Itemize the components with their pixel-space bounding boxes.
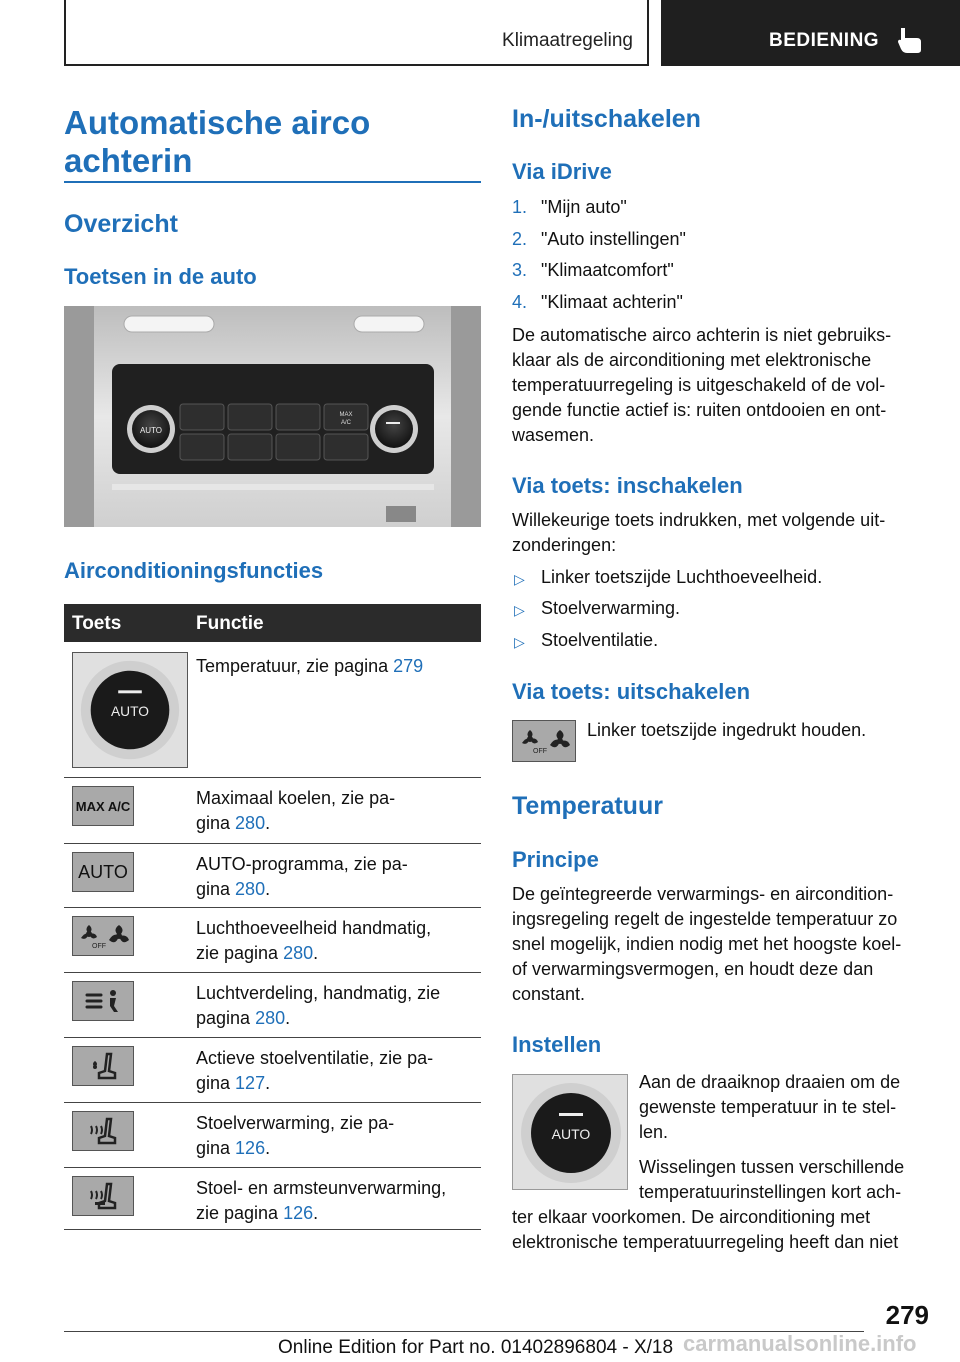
step-number: 2. [512,229,528,249]
auto-button-icon: AUTO [72,852,134,892]
step-number: 1. [512,197,528,217]
step-text: "Klimaatcomfort" [541,260,674,280]
on-text: Willekeurige toets indrukken, met volgende uit- zonderingen: [512,510,886,555]
step-number: 3. [512,260,528,280]
exception-item: Stoelventilatie. [541,630,659,650]
idrive-note: De automatische airco achterin is niet gebruiks- klaar als de airconditioning met elektronische temperatuurregeling is uitgeschakeld of de vol- gende functie actief is: ruiten ontdooien en ont- wasemen. [512,325,892,445]
fan-off-icon [72,916,134,956]
overview-heading: Overzicht [64,210,178,238]
row-text: Temperatuur, zie pagina [196,656,389,676]
seat-ventilation-icon [72,1046,134,1086]
exception-item: Stoelverwarming. [541,598,681,618]
step-text: "Mijn auto" [541,197,627,217]
step-text: "Auto instellingen" [541,229,686,249]
bullet-triangle-icon: ▷ [514,571,525,587]
seat-heating-icon [72,1111,134,1151]
row-text: Actieve stoelventilatie, zie pa- gina [196,1048,434,1093]
seat-armrest-heating-icon [72,1176,134,1216]
off-heading: Via toets: uitschakelen [512,679,751,704]
row-text: Luchtverdeling, handmatig, zie pagina [196,983,441,1028]
row-text: AUTO-programma, zie pa- gina [196,854,408,899]
page-link[interactable]: 279 [393,656,424,676]
step-text: "Klimaat achterin" [541,292,683,312]
settings-text-2: Wisselingen tussen verschillende temperatuurinstellingen kort ach- [639,1157,905,1202]
chapter-title: BEDIENING [769,30,880,51]
fan-off-label: OFF [92,943,106,950]
row-text: Maximaal koelen, zie pa- gina [196,788,396,833]
page-link[interactable]: 126 [235,1138,266,1158]
temperature-knob-icon [512,1074,628,1190]
console-ac-label: A/C [340,420,352,426]
settings-text-3: ter elkaar voorkomen. De airconditioning met elektronische temperatuurregeling heeft dan niet [512,1207,899,1252]
air-distribution-icon [72,981,134,1021]
page-link[interactable]: 126 [283,1203,314,1223]
knob-auto-label: AUTO [111,703,149,719]
title-divider [64,181,481,183]
page-number: 279 [885,1300,929,1330]
principle-text: De geïntegreerde verwarmings- en aircondition- ingsregeling regelt de ingestelde temperatuur zo snel mogelijk, indien nodig met het hoogste koel- of verwarmingsvermogen, en houdt deze dan constant. [512,884,902,1004]
fan-off-button-icon [512,720,576,762]
pointing-hand-icon [897,26,923,54]
auto-knob-icon [72,652,188,768]
table-row: Stoelverwarming, zie pa- gina 126. [64,1103,481,1168]
table-row: Actieve stoelventilatie, zie pa- gina 127. [64,1038,481,1103]
bullet-triangle-icon: ▷ [514,634,525,650]
col-function-header: Functie [196,613,264,634]
on-heading: Via toets: inschakelen [512,473,743,498]
off-text: Linker toetszijde ingedrukt houden. [587,720,867,740]
principle-heading: Principe [512,847,599,872]
page-link[interactable]: 127 [235,1073,266,1093]
console-photo [64,306,481,527]
page-link[interactable]: 280 [235,879,266,899]
header-chapter-box [661,0,960,66]
buttons-heading: Toetsen in de auto [64,264,257,289]
idrive-heading: Via iDrive [512,159,612,184]
header-section-box [64,0,649,66]
page-link[interactable]: 280 [283,943,314,963]
watermark: carmanualsonline.info [683,1331,917,1356]
table-row: AUTO AUTO-programma, zie pa- gina 280. [64,844,481,908]
row-text: Luchthoeveelheid handmatig, zie pagina [196,918,432,963]
page-title: Automatische airco achterin [64,104,371,179]
row-text: Stoelverwarming, zie pa- gina [196,1113,395,1158]
table-row: OFF Luchthoeveelheid handmatig, zie pagina 280. [64,908,481,973]
bullet-triangle-icon: ▷ [514,602,525,618]
col-key-header: Toets [72,613,122,634]
table-header [64,604,481,642]
page-link[interactable]: 280 [235,813,266,833]
page-link[interactable]: 280 [255,1008,286,1028]
exception-item: Linker toetszijde Luchthoeveelheid. [541,567,823,587]
onoff-heading: In-/uitschakelen [512,105,701,133]
console-auto-label: AUTO [139,426,163,435]
table-row: Luchtverdeling, handmatig, zie pagina 280. [64,973,481,1038]
functions-heading: Airconditioningsfuncties [64,558,324,583]
edition-text: Online Edition for Part no. 01402896804 - X/18 [278,1337,674,1358]
row-text: Stoel- en armsteunverwarming, zie pagina [196,1178,447,1223]
functions-table [64,604,481,1230]
table-row: Stoel- en armsteunverwarming, zie pagina 126. [64,1168,481,1230]
section-title: Klimaatregeling [502,30,633,51]
step-number: 4. [512,292,528,312]
fan-off-button-label: OFF [533,748,547,755]
table-row [64,642,481,778]
temperature-knob-label: AUTO [551,1126,591,1142]
settings-text-1: Aan de draaiknop draaien om de gewenste temperatuur in te stel- len. [639,1072,901,1142]
max-ac-button-icon: MAX A/C [72,786,134,826]
temperature-heading: Temperatuur [512,792,663,820]
console-max-label: MAX [339,412,353,418]
table-row: MAX A/C Maximaal koelen, zie pa- gina 280. [64,778,481,844]
settings-heading: Instellen [512,1032,602,1057]
